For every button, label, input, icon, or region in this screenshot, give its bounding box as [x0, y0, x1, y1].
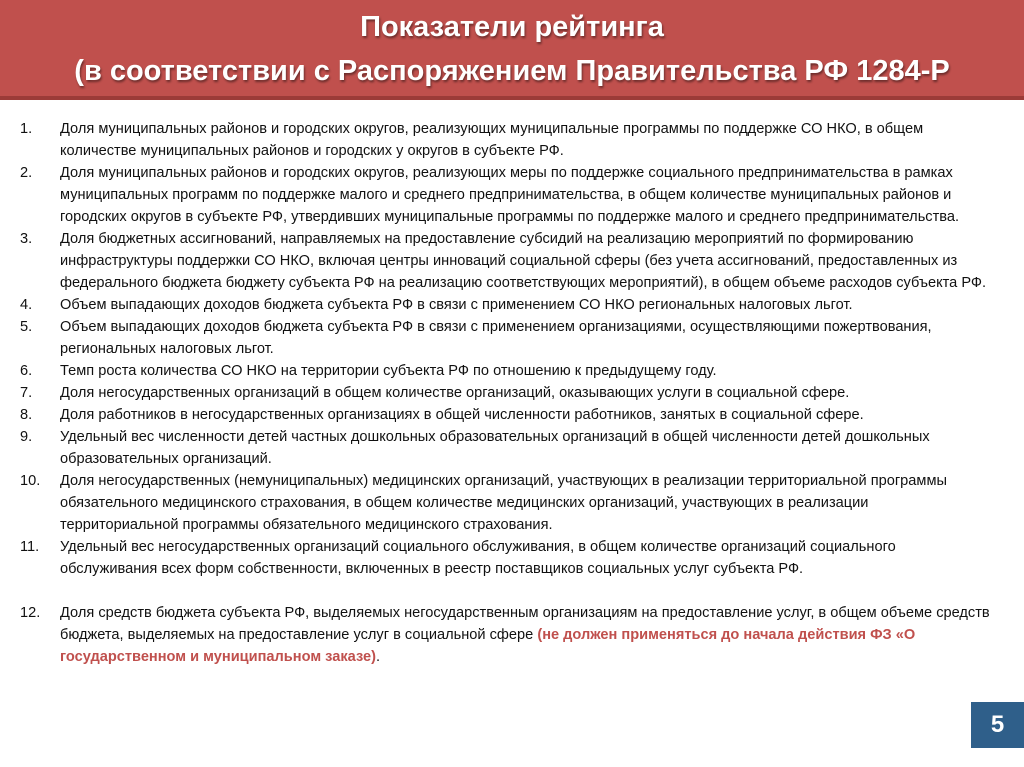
list-item: [20, 382, 990, 404]
list-item: [20, 294, 990, 316]
item-number: 9.: [20, 429, 33, 445]
list-item: [20, 118, 990, 162]
list-item: [20, 404, 990, 426]
item-number: 2.: [20, 165, 33, 181]
list-item: [20, 536, 990, 580]
item-text: Доля бюджетных ассигнований, направляемых на предоставление субсидий на реализацию мероприятий по формированию инфраструктуры поддержки СО НКО, включая центры инноваций социальной сферы (без учета ассигнований, предоставленных из федерального бюджета бюджету субъекта РФ на реализацию соответствующих мероприятий), в общем объеме расходов субъекта РФ.: [60, 231, 987, 291]
list-item: [20, 360, 990, 382]
item-number: 11.: [20, 539, 40, 555]
item-number: 3.: [20, 231, 33, 247]
item-text-container: [60, 602, 990, 668]
list-item: [20, 426, 990, 470]
item-text: Темп роста количества СО НКО на территории субъекта РФ по отношению к предыдущему году.: [60, 363, 717, 379]
item-number: 6.: [20, 363, 33, 379]
slide-header: [0, 0, 1024, 100]
slide-subtitle: (в соответствии с Распоряжением Правительства РФ 1284-Р: [74, 55, 950, 87]
item-text: Удельный вес численности детей частных дошкольных образовательных организаций в общей численности детей дошкольных образовательных организаций.: [60, 429, 930, 467]
item-number: 7.: [20, 385, 33, 401]
item-text: Доля средств бюджета субъекта РФ, выделяемых негосударственным организациям на предоставление услуг, в общем объеме средств бюджета, выделяемых на предоставление услуг в социальной сфере: [60, 605, 990, 643]
item-text: Объем выпадающих доходов бюджета субъекта РФ в связи с применением организациями, осуществляющими пожертвования, региональных налоговых льгот.: [60, 319, 932, 357]
item-number: 4.: [20, 297, 33, 313]
item-text: Доля работников в негосударственных организациях в общей численности работников, занятых в социальной сфере.: [60, 407, 864, 423]
item-text: Доля муниципальных районов и городских округов, реализующих муниципальные программы по поддержке СО НКО, в общем количестве муниципальных районов и городских у округов в субъекте РФ.: [60, 121, 924, 159]
item-number: 8.: [20, 407, 33, 423]
slide-title: Показатели рейтинга: [360, 11, 664, 43]
item-text: Доля негосударственных (немуниципальных) медицинских организаций, участвующих в реализации территориальной программы обязательного медицинского страхования, в общем количестве медицинских организаций, участвующих в реализации территориальной программы обязательного медицинского страхования.: [60, 473, 947, 533]
item-number: 10.: [20, 473, 41, 489]
list-item: [20, 602, 990, 668]
list-item: [20, 470, 990, 536]
item-tail: .: [375, 649, 381, 665]
list-item: [20, 228, 990, 294]
indicator-list: [20, 118, 990, 668]
item-number: 12.: [20, 605, 41, 621]
item-text: Удельный вес негосударственных организаций социального обслуживания, в общем количестве организаций социального обслуживания всех форм собственности, включенных в реестр поставщиков социальных услуг субъекта РФ.: [60, 539, 896, 577]
item-text: Доля негосударственных организаций в общем количестве организаций, оказывающих услуги в социальной сфере.: [60, 385, 850, 401]
item-text: Доля муниципальных районов и городских округов, реализующих меры по поддержке социального предпринимательства в рамках муниципальных программ по поддержке малого и среднего предпринимательства, в общем количестве муниципальных районов и городских округов в субъекте РФ, утвердивших муниципальные программы по поддержке малого и среднего предпринимательства.: [60, 165, 960, 225]
item-number: 5.: [20, 319, 33, 335]
list-item: [20, 162, 990, 228]
item-text: Объем выпадающих доходов бюджета субъекта РФ в связи с применением СО НКО региональных налоговых льгот.: [60, 297, 853, 313]
list-item: [20, 316, 990, 360]
item-number: 1.: [20, 121, 33, 137]
item-emphasis: (не должен применяться до начала действия ФЗ «О государственном и муниципальном заказе): [60, 627, 916, 665]
page-number-badge: 5: [971, 702, 1024, 748]
